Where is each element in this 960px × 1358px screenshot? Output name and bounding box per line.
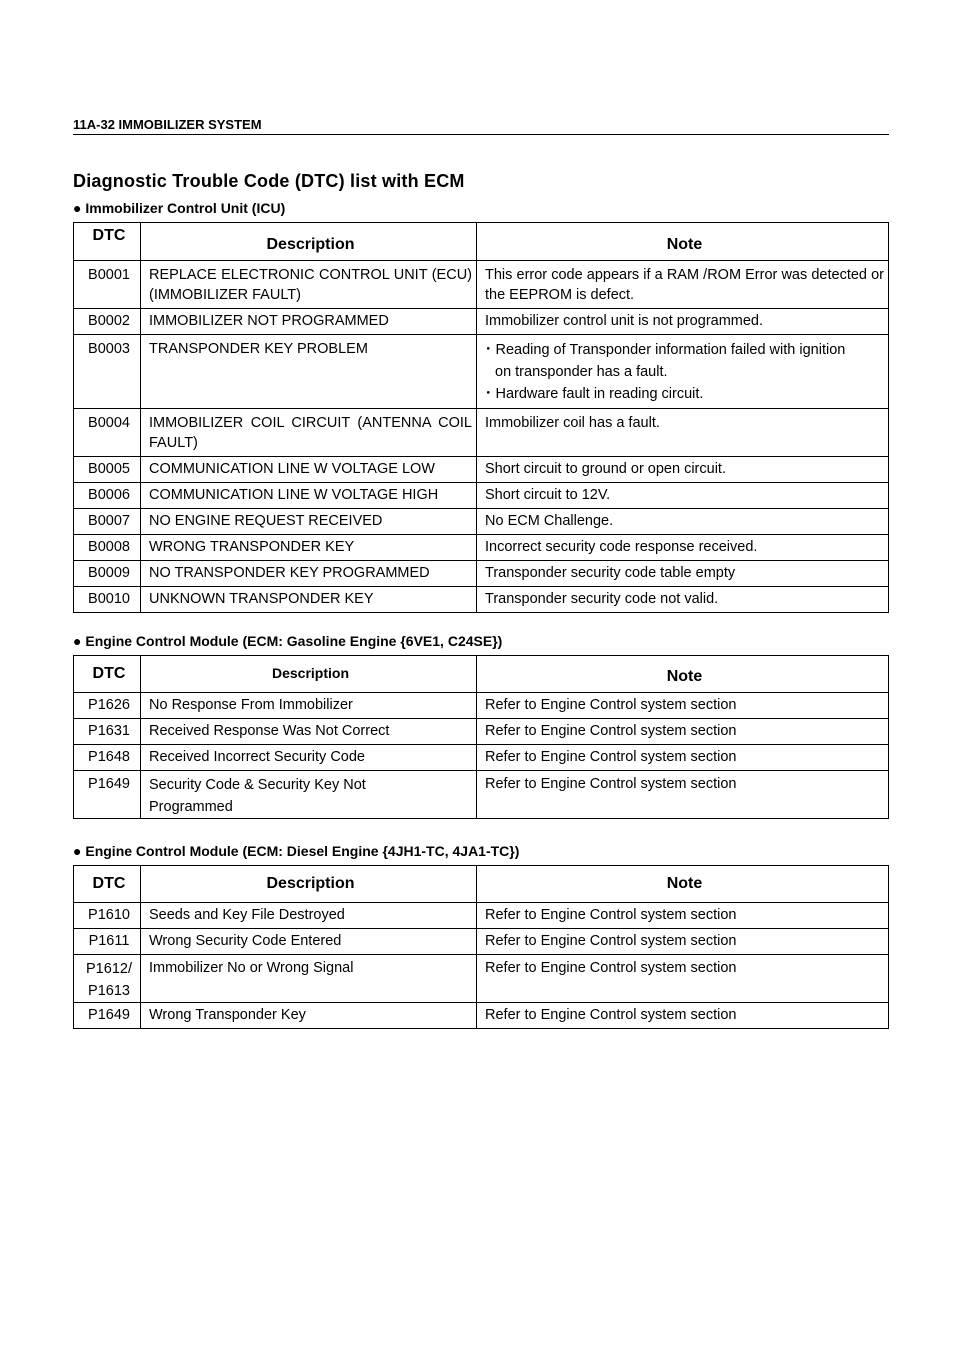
- column-header-note: Note: [477, 866, 889, 903]
- dtc-note: Refer to Engine Control system section: [477, 1003, 889, 1029]
- dtc-description-line: Programmed: [149, 799, 233, 815]
- table-row: [74, 535, 889, 561]
- dtc-description: Wrong Transponder Key: [141, 1003, 477, 1029]
- table-row: [74, 955, 889, 1003]
- dtc-description: IMMOBILIZER NOT PROGRAMMED: [141, 309, 477, 335]
- dtc-code: P1626: [74, 693, 141, 719]
- dtc-description: WRONG TRANSPONDER KEY: [141, 535, 477, 561]
- icu-heading: [73, 200, 285, 216]
- table-row: [74, 771, 889, 819]
- dtc-code: P1610: [74, 903, 141, 929]
- dtc-note: Transponder security code table empty: [477, 561, 889, 587]
- dtc-code: B0004: [74, 409, 141, 457]
- dtc-description: No Response From Immobilizer: [141, 693, 477, 719]
- dtc-description: REPLACE ELECTRONIC CONTROL UNIT (ECU) (IMMOBILIZER FAULT): [141, 261, 477, 309]
- ecm-diesel-heading: [73, 843, 519, 859]
- bullet-icon: ●: [73, 200, 82, 216]
- table-row: [74, 509, 889, 535]
- column-header-description: Description: [141, 656, 477, 693]
- dtc-description: COMMUNICATION LINE W VOLTAGE LOW: [141, 457, 477, 483]
- dtc-code: P1611: [74, 929, 141, 955]
- dtc-code: B0001: [74, 261, 141, 309]
- dtc-note: Short circuit to ground or open circuit.: [477, 457, 889, 483]
- dtc-description: NO TRANSPONDER KEY PROGRAMMED: [141, 561, 477, 587]
- column-header-note: Note: [477, 656, 889, 693]
- dtc-note-line: on transponder has a fault.: [495, 364, 668, 380]
- dtc-code-line: P1613: [88, 983, 130, 999]
- dtc-description: TRANSPONDER KEY PROBLEM: [141, 335, 477, 409]
- dtc-description: Seeds and Key File Destroyed: [141, 903, 477, 929]
- dtc-note: Refer to Engine Control system section: [477, 771, 889, 819]
- dtc-code: B0006: [74, 483, 141, 509]
- ecm-diesel-dtc-table: [73, 865, 889, 1029]
- dtc-code-line: P1612/: [86, 961, 132, 977]
- dtc-note: Refer to Engine Control system section: [477, 693, 889, 719]
- dtc-code: B0009: [74, 561, 141, 587]
- dtc-note: Transponder security code not valid.: [477, 587, 889, 613]
- dtc-note: No ECM Challenge.: [477, 509, 889, 535]
- dtc-description: Wrong Security Code Entered: [141, 929, 477, 955]
- dtc-description: [141, 771, 477, 819]
- column-header-note: Note: [477, 223, 889, 261]
- table-row: [74, 409, 889, 457]
- table-row: [74, 1003, 889, 1029]
- dtc-code: P1631: [74, 719, 141, 745]
- table-row: [74, 587, 889, 613]
- dtc-note-line: ・Hardware fault in reading circuit.: [481, 386, 704, 402]
- dtc-description: Immobilizer No or Wrong Signal: [141, 955, 477, 1003]
- dtc-code: B0008: [74, 535, 141, 561]
- ecm-gasoline-heading-text: Engine Control Module (ECM: Gasoline Engine {6VE1, C24SE}): [85, 633, 503, 649]
- table-row: [74, 745, 889, 771]
- dtc-code: B0002: [74, 309, 141, 335]
- dtc-note: Refer to Engine Control system section: [477, 719, 889, 745]
- dtc-description-line: Security Code & Security Key Not: [149, 777, 366, 793]
- table-row: [74, 561, 889, 587]
- dtc-description: Received Incorrect Security Code: [141, 745, 477, 771]
- dtc-code: B0007: [74, 509, 141, 535]
- dtc-note-line: ・Reading of Transponder information failed with ignition: [481, 342, 846, 358]
- page-title: Diagnostic Trouble Code (DTC) list with ECM: [73, 171, 465, 191]
- column-header-dtc: DTC: [74, 223, 141, 261]
- table-row: [74, 457, 889, 483]
- dtc-description: COMMUNICATION LINE W VOLTAGE HIGH: [141, 483, 477, 509]
- dtc-note: [477, 335, 889, 409]
- bullet-icon: ●: [73, 633, 82, 649]
- table-row: [74, 929, 889, 955]
- ecm-diesel-heading-text: Engine Control Module (ECM: Diesel Engine {4JH1-TC, 4JA1-TC}): [85, 843, 520, 859]
- dtc-note: Refer to Engine Control system section: [477, 745, 889, 771]
- column-header-dtc: DTC: [74, 656, 141, 693]
- icu-heading-text: Immobilizer Control Unit (ICU): [85, 200, 286, 216]
- dtc-code: P1648: [74, 745, 141, 771]
- dtc-code: P1649: [74, 1003, 141, 1029]
- dtc-note: Refer to Engine Control system section: [477, 929, 889, 955]
- table-row: [74, 693, 889, 719]
- page-header: 11A-32 IMMOBILIZER SYSTEM: [73, 117, 889, 135]
- dtc-code: B0003: [74, 335, 141, 409]
- dtc-note: Short circuit to 12V.: [477, 483, 889, 509]
- column-header-description: Description: [141, 866, 477, 903]
- dtc-note: Incorrect security code response received.: [477, 535, 889, 561]
- ecm-gasoline-dtc-table: [73, 655, 889, 819]
- dtc-description: UNKNOWN TRANSPONDER KEY: [141, 587, 477, 613]
- dtc-code: P1649: [74, 771, 141, 819]
- dtc-code: B0005: [74, 457, 141, 483]
- table-row: [74, 483, 889, 509]
- table-row: [74, 719, 889, 745]
- table-row: [74, 261, 889, 309]
- dtc-code: B0010: [74, 587, 141, 613]
- column-header-description: Description: [141, 223, 477, 261]
- table-header-row: [74, 866, 889, 903]
- dtc-note: Refer to Engine Control system section: [477, 903, 889, 929]
- dtc-description: Received Response Was Not Correct: [141, 719, 477, 745]
- dtc-code: [74, 955, 141, 1003]
- dtc-note: This error code appears if a RAM /ROM Error was detected or the EEPROM is defect.: [477, 261, 889, 309]
- table-header-row: [74, 223, 889, 261]
- bullet-icon: ●: [73, 843, 82, 859]
- dtc-description: IMMOBILIZER COIL CIRCUIT (ANTENNA COIL FAULT): [141, 409, 477, 457]
- ecm-gasoline-heading: [73, 633, 502, 649]
- table-row: [74, 335, 889, 409]
- column-header-dtc: DTC: [74, 866, 141, 903]
- dtc-note: Refer to Engine Control system section: [477, 955, 889, 1003]
- table-header-row: [74, 656, 889, 693]
- dtc-note: Immobilizer control unit is not programmed.: [477, 309, 889, 335]
- table-row: [74, 903, 889, 929]
- dtc-description: NO ENGINE REQUEST RECEIVED: [141, 509, 477, 535]
- table-row: [74, 309, 889, 335]
- icu-dtc-table: [73, 222, 889, 613]
- dtc-note: Immobilizer coil has a fault.: [477, 409, 889, 457]
